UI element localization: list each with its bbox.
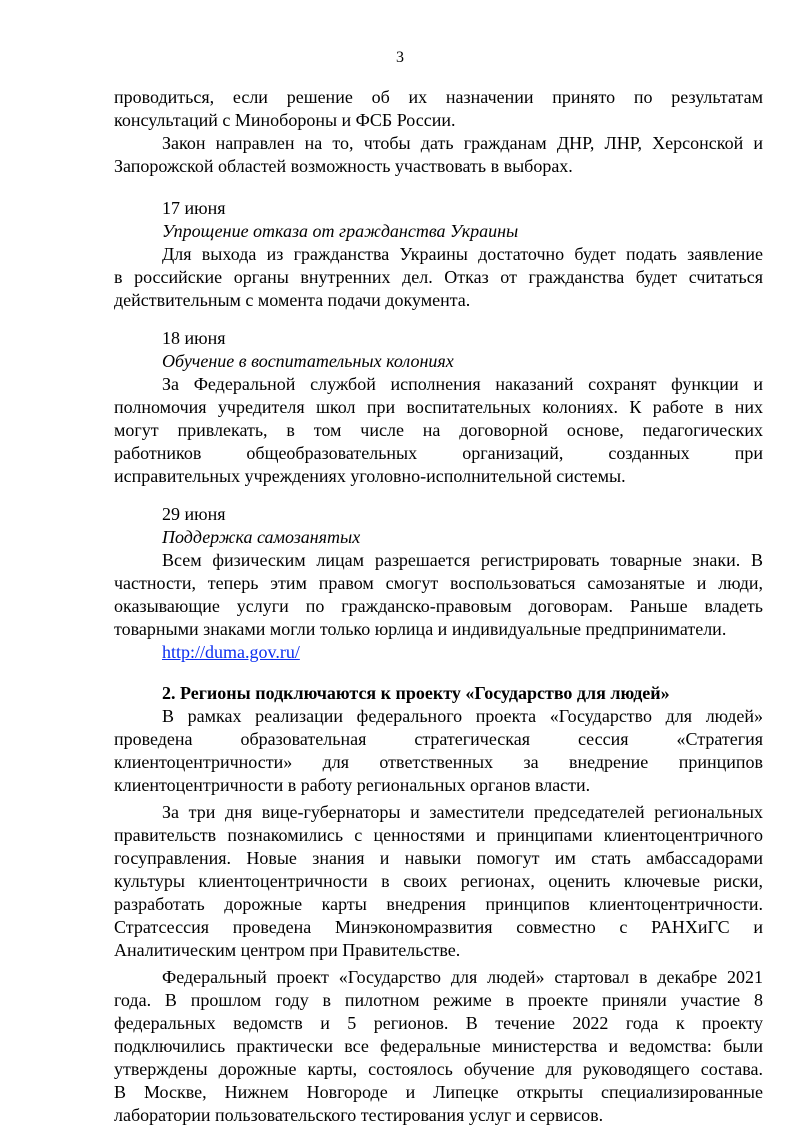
item-title: Обучение в воспитательных колониях xyxy=(162,351,454,371)
text-line: могут привлекать, в том числе на договорной основе, педагогических xyxy=(114,420,763,440)
text-line: оказывающие услуги по гражданско-правовым договорам. Раньше владеть xyxy=(114,596,763,616)
text-line: клиентоцентричности» для ответственных за внедрение принципов xyxy=(114,752,763,772)
text-line: культуры клиентоцентричности в своих регионах, оценить ключевые риски, xyxy=(114,871,763,891)
item-date: 29 июня xyxy=(162,504,226,524)
text-line: проведена образовательная стратегическая сессия «Стратегия xyxy=(114,729,763,749)
source-link[interactable]: http://duma.gov.ru/ xyxy=(162,642,300,662)
text-line: действительным с момента подачи документа. xyxy=(114,290,471,310)
item-date: 18 июня xyxy=(162,328,226,348)
text-line: За Федеральной службой исполнения наказаний сохранят функции и xyxy=(162,374,763,394)
text-line: полномочия учредителя школ при воспитательных колониях. К работе в них xyxy=(114,397,763,417)
text-line: проводиться, если решение об их назначении принято по результатам xyxy=(114,87,763,107)
text-line: Аналитическим центром при Правительстве. xyxy=(114,940,461,960)
text-line: разработать дорожные карты внедрения принципов клиентоцентричности. xyxy=(114,894,763,914)
text-line: в российские органы внутренних дел. Отказ от гражданства будет считаться xyxy=(114,267,763,287)
section-heading: 2. Регионы подключаются к проекту «Государство для людей» xyxy=(162,683,670,703)
page-number: 3 xyxy=(396,49,404,66)
text-line: Запорожской областей возможность участвовать в выборах. xyxy=(114,156,573,176)
text-line: лаборатории пользовательского тестирования услуг и сервисов. xyxy=(114,1105,604,1125)
text-line: консультаций с Минобороны и ФСБ России. xyxy=(114,110,456,130)
text-line: За три дня вице-губернаторы и заместители председателей региональных xyxy=(162,802,763,822)
text-line: года. В прошлом году в пилотном режиме в проекте приняли участие 8 xyxy=(114,990,763,1010)
item-date: 17 июня xyxy=(162,198,226,218)
text-line: частности, теперь этим правом смогут воспользоваться самозанятые и люди, xyxy=(114,573,763,593)
text-line: госуправления. Новые знания и навыки помогут им стать амбассадорами xyxy=(114,848,763,868)
text-line: Закон направлен на то, чтобы дать гражданам ДНР, ЛНР, Херсонской и xyxy=(162,133,763,153)
text-line: федеральных ведомств и 5 регионов. В течение 2022 года к проекту xyxy=(114,1013,763,1033)
text-line: Федеральный проект «Государство для людей» стартовал в декабре 2021 xyxy=(162,967,763,987)
item-title: Упрощение отказа от гражданства Украины xyxy=(162,221,519,241)
text-line: правительств познакомились с ценностями и принципами клиентоцентричного xyxy=(114,825,763,845)
text-line: утверждены дорожные карты, состоялось обучение для руководящего состава. xyxy=(114,1059,763,1079)
text-line: В Москве, Нижнем Новгороде и Липецке открыты специализированные xyxy=(114,1082,763,1102)
link-line xyxy=(162,641,763,664)
text-line: В рамках реализации федерального проекта «Государство для людей» xyxy=(162,706,763,726)
text-line: работников общеобразовательных организаций, созданных при xyxy=(114,443,763,463)
text-line: Для выхода из гражданства Украины достаточно будет подать заявление xyxy=(162,244,763,264)
text-line: исправительных учреждениях уголовно-исполнительной системы. xyxy=(114,466,626,486)
text-line: подключились практически все федеральные министерства и ведомства: были xyxy=(114,1036,763,1056)
item-title: Поддержка самозанятых xyxy=(162,527,361,547)
text-line: Стратсессия проведена Минэкономразвития совместно с РАНХиГС и xyxy=(114,917,763,937)
text-line: клиентоцентричности в работу региональных органов власти. xyxy=(114,775,591,795)
text-line: Всем физическим лицам разрешается регистрировать товарные знаки. В xyxy=(162,550,763,570)
text-line: товарными знаками могли только юрлица и индивидуальные предприниматели. xyxy=(114,619,727,639)
